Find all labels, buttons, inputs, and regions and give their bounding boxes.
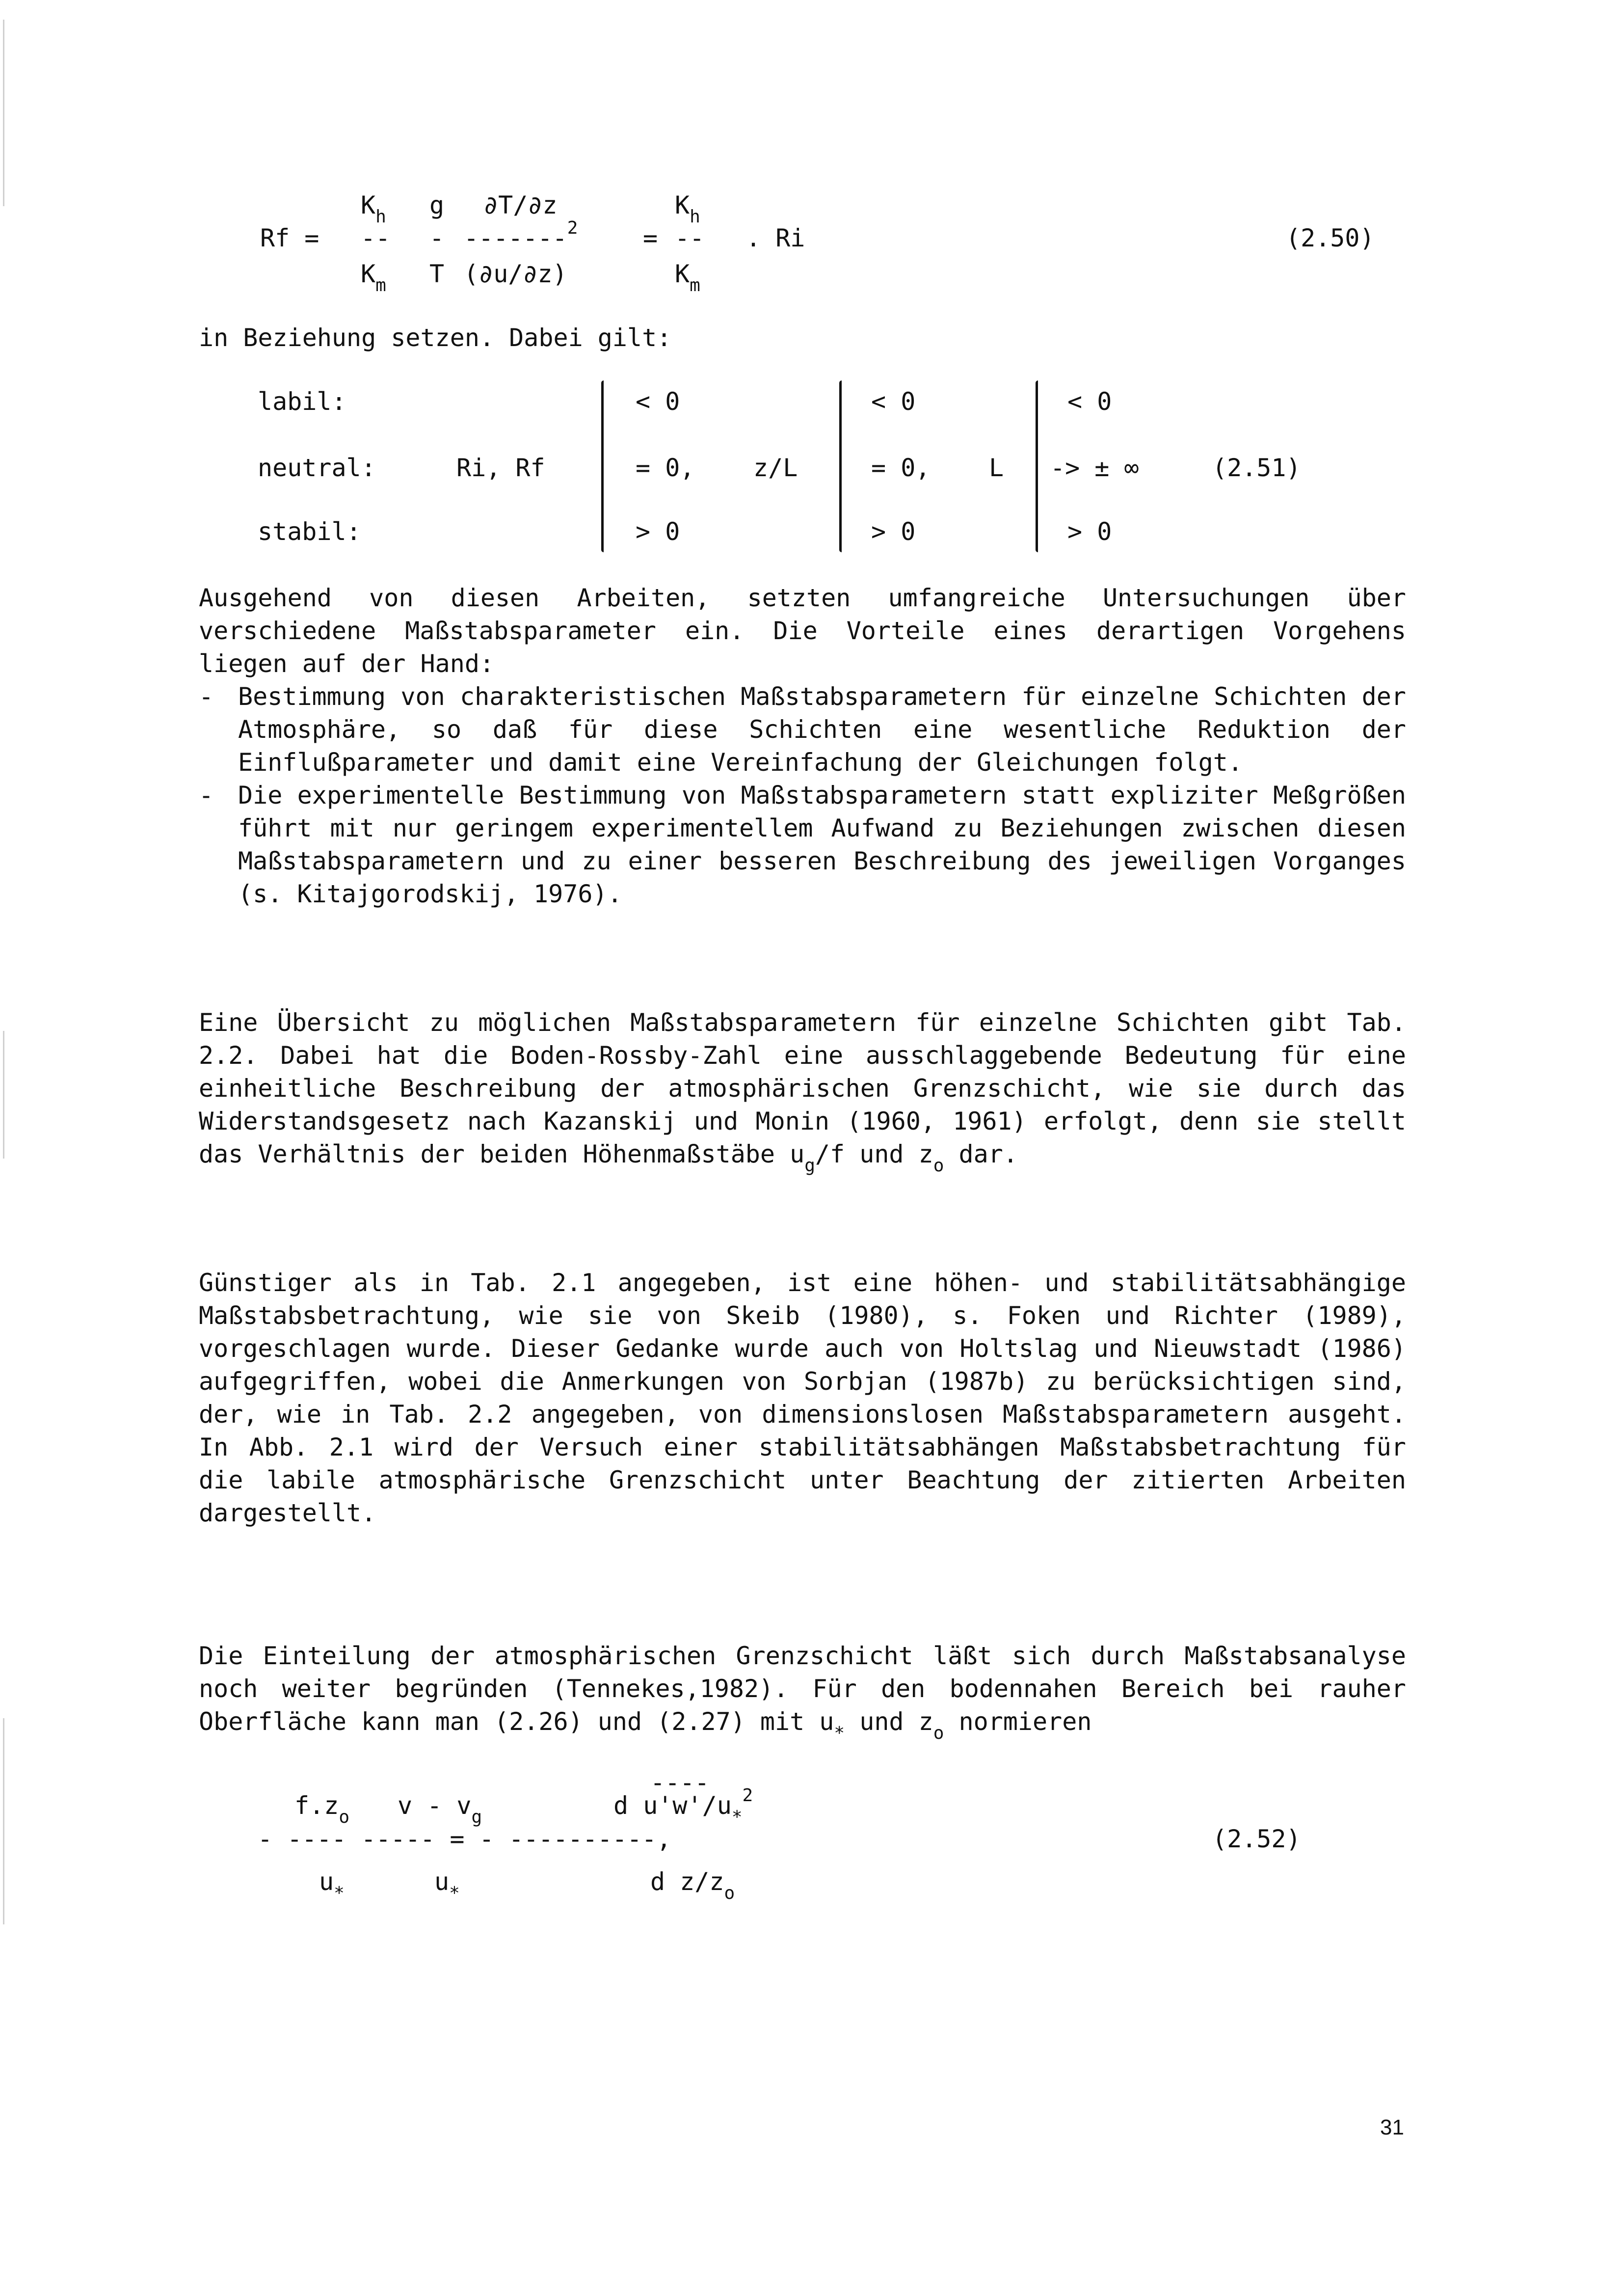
text-line: in Beziehung setzen. Dabei gilt: bbox=[199, 324, 672, 352]
left-brace bbox=[1036, 380, 1038, 552]
paragraph: Günstiger als in Tab. 2.1 angegeben, ist eine höhen- und stabilitätsabhängige Maßstabsbetrachtung, wie sie von Skeib (1980), s. Foken und Richter (1989), vorgeschlagen wurde. Dieser Gedanke wurde auch von Holtslag und Nieuwstadt (1986) aufgegriffen, wobei die Anmerkungen von Sorbjan (1987b) zu berücksichtigen sind, der, wie in Tab. 2.2 angegeben, von dimensionslosen Maßstabsparametern ausgeht. In Abb. 2.1 wird der Versuch einer stabilitätsabhängen Maßstabsbetrachtung für die labile atmosphärische Grenzschicht unter Beachtung der zitierten Arbeiten dargestellt. bbox=[199, 1269, 1406, 1527]
equation-number: (2.52) bbox=[1212, 1825, 1301, 1853]
scan-edge-mark bbox=[3, 1031, 4, 1159]
left-brace bbox=[601, 380, 604, 552]
page-number: 31 bbox=[1380, 2115, 1404, 2139]
left-brace bbox=[839, 380, 842, 552]
paragraph: Ausgehend von diesen Arbeiten, setzten umfangreiche Untersuchungen über verschiedene Maßstabsparameter ein. Die Vorteile eines derartigen Vorgehens liegen auf der Hand: - Bestimmung von charakteristischen Maßstabsparametern für einzelne Schichten der Atmosphäre, so daß für diese Schichten eine wesentliche Reduktion der Einflußparameter und damit eine Vereinfachung der Gleichungen folgt. - Die experimentelle Bestimmung von Maßstabsparametern statt expliziter Meßgrößen führt mit nur geringem experimentellem Aufwand zu Beziehungen zwischen diesen Maßstabsparametern und zu einer besseren Beschreibung des jeweiligen Vorganges (s. Kitajgorodskij, 1976). bbox=[199, 582, 1406, 911]
document-page: $K_h$ g ∂T/∂z $K_h$ Rf = -- - -------$^2$ = -- . Ri (2.50) $K_m$ T (∂u/∂z) $K_m$ in Beziehung setzen. Dabei gilt: labil: neutral: stabil: Ri, Rf < 0 = 0, > 0 z/L < 0 = 0, > 0 L < 0 -> ± ∞ > 0 (2.51) Ausgehend von diesen Arbeiten, setzten umfangreiche Untersuchungen über verschiedene Maßstabsparameter ein. Die Vorteile eines derartigen Vorgehens liegen auf der Hand: - Bestimmung von charakteristischen Maßstabsparametern für einzelne Schichten der Atmosphäre, so daß für diese Schichten eine wesentliche Reduktion der Einflußparameter und damit eine Vereinfachung der Gleichungen folgt. - Die experimentelle Bestimmung von Maßstabsparametern statt expliziter Meßgrößen führt mit nur geringem experimentellem Aufwand zu Beziehungen zwischen diesen Maßstabsparametern und zu einer besseren Beschreibung des jeweiligen Vorganges (s. Kitajgorodskij, 1976). Eine Übersicht zu möglichen Maßstabsparametern für einzelne Schichten gibt Tab. 2.2. Dabei hat die Boden-Rossby-Zahl eine ausschlaggebende Bedeutung für eine einheitliche Beschreibung der atmosphärischen Grenzschicht, wie sie durch das Widerstandsgesetz nach Kazanskij und Monin (1960, 1961) erfolgt, denn sie stellt das Verhältnis der beiden Höhenmaßstäbe $u_g/f$ und $z_o$ dar. Günstiger als in Tab. 2.1 angegeben, ist eine höhen- und stabilitätsabhängige Maßstabsbetrachtung, wie sie von Skeib (1980), s. Foken und Richter (1989), vorgeschlagen wurde. Dieser Gedanke wurde auch von Holtslag und Nieuwstadt (1986) aufgegriffen, wobei die Anmerkungen von Sorbjan (1987b) zu berücksichtigen sind, der, wie in Tab. 2.2 angegeben, von dimensionslosen Maßstabsparametern ausgeht. In Abb. 2.1 wird der Versuch einer stabilitätsabhängen Maßstabsbetrachtung für die labile atmosphärische Grenzschicht unter Beachtung der zitierten Arbeiten dargestellt. Die Einteilung der atmosphärischen Grenzschicht läßt sich durch Maßstabsanalyse noch weiter begründen (Tennekes,1982). Für den bodennahen Bereich bei rauher Oberfläche kann man (2.26) und (2.27) mit $u_*$ und $z_o$ normieren ---- $f.z_o$ v - $v_g$ d $u'w'/u_*^2$ - ---- ----- = - ----------, (2.52) $u_*$ $u_*$ d $z/z_o$ 31 bbox=[0, 0, 1623, 2296]
equation-number: (2.51) bbox=[1212, 454, 1301, 482]
equation-number: (2.50) bbox=[1286, 224, 1375, 252]
list-item: - Die experimentelle Bestimmung von Maßstabsparametern statt expliziter Meßgrößen führt mit nur geringem experimentellem Aufwand zu Beziehungen zwischen diesen Maßstabsparametern und zu einer besseren Beschreibung des jeweiligen Vorganges (s. Kitajgorodskij, 1976). bbox=[199, 781, 1406, 908]
scan-edge-mark bbox=[3, 20, 4, 206]
scan-edge-mark bbox=[3, 1718, 4, 1924]
list-item: - Bestimmung von charakteristischen Maßstabsparametern für einzelne Schichten der Atmosphäre, so daß für diese Schichten eine wesentliche Reduktion der Einflußparameter und damit eine Vereinfachung der Gleichungen folgt. bbox=[199, 682, 1406, 777]
paragraph: Die Einteilung der atmosphärischen Grenzschicht läßt sich durch Maßstabsanalyse noch weiter begründen (Tennekes,1982). Für den bodennahen Bereich bei rauher Oberfläche kann man (2.26) und (2.27) mit $u_*$ und $z_o$ normieren bbox=[199, 1642, 1406, 1743]
paragraph: Eine Übersicht zu möglichen Maßstabsparametern für einzelne Schichten gibt Tab. 2.2. Dabei hat die Boden-Rossby-Zahl eine ausschlaggebende Bedeutung für eine einheitliche Beschreibung der atmosphärischen Grenzschicht, wie sie durch das Widerstandsgesetz nach Kazanskij und Monin (1960, 1961) erfolgt, denn sie stellt das Verhältnis der beiden Höhenmaßstäbe $u_g/f$ und $z_o$ dar. bbox=[199, 1008, 1406, 1176]
